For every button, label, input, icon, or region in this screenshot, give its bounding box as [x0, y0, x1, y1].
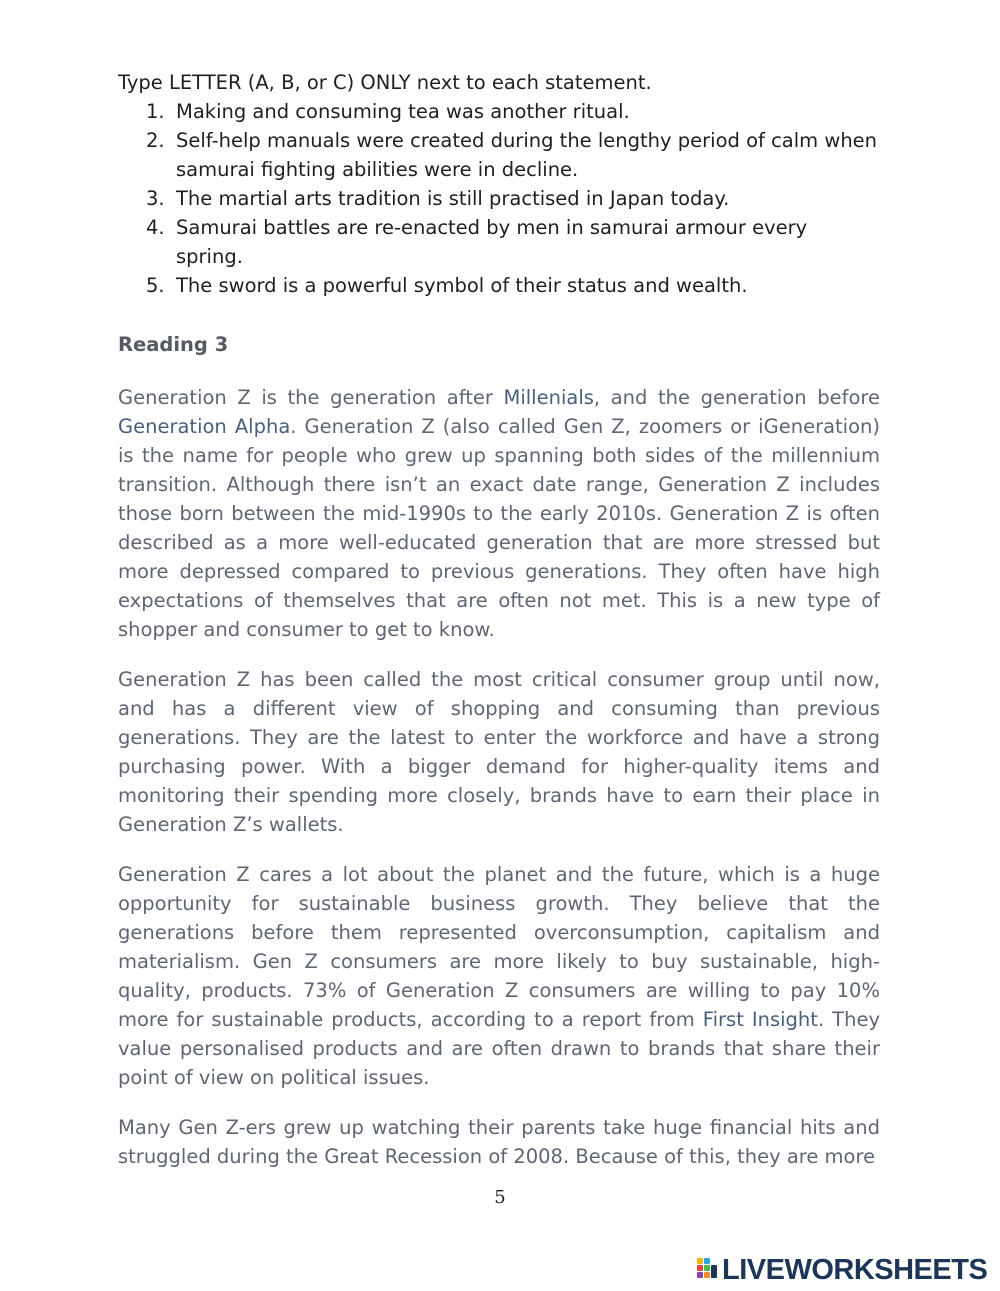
paragraph-4: Many Gen Z-ers grew up watching their parents take huge financial hits and struggled during the Great Recession of 2008. Because of this, they are more: [118, 1116, 880, 1168]
question-text: The sword is a powerful symbol of their status and wealth.: [176, 274, 748, 297]
brand-name: LIVEWORKSHEETS: [722, 1254, 988, 1286]
question-number: 1.: [146, 100, 165, 123]
instruction-text: Type LETTER (A, B, or C) ONLY next to each statement.: [118, 71, 652, 94]
question-number: 3.: [146, 187, 165, 210]
question-item: [118, 97, 880, 126]
paragraph-text: , and the generation before: [593, 386, 880, 409]
paragraph-text: . Generation Z (also called Gen Z, zoomers or iGeneration) is the name for people who grew up spanning both sides of the millennium transition. Although there isn’t an exact date range, Generation Z includes those born between the mid-1990s to the early 2010s. Generation Z is often described as a more well-educated generation that are more stressed but more depressed compared to previous generations. They often have high expectations of themselves that are often not met. This is a new type of shopper and consumer to get to know.: [118, 415, 880, 641]
document-page: [118, 68, 880, 1171]
question-item: [118, 184, 880, 213]
question-item: [118, 126, 880, 184]
millenials-link[interactable]: Millenials: [503, 386, 594, 409]
brand-grid-icon: [697, 1257, 719, 1283]
page-number: 5: [494, 1187, 506, 1208]
paragraph-2: Generation Z has been called the most critical consumer group until now, and has a different view of shopping and consuming than previous generations. They are the latest to enter the workforce and have a strong purchasing power. With a bigger demand for higher-quality items and monitoring their spending more closely, brands have to earn their place in Generation Z’s wallets.: [118, 668, 880, 836]
paragraph-1: [118, 383, 880, 644]
paragraph-3: [118, 860, 880, 1092]
section-title: Reading 3: [118, 333, 229, 356]
paragraph-text: Generation Z is the generation after: [118, 386, 504, 409]
question-text: The martial arts tradition is still practised in Japan today.: [176, 187, 730, 210]
question-text: Samurai battles are re-enacted by men in samurai armour every spring.: [176, 216, 808, 268]
question-list: [118, 97, 880, 300]
question-item: [118, 271, 880, 300]
question-text: Making and consuming tea was another ritual.: [176, 100, 630, 123]
paragraph-text: . They value personalised products and are often drawn to brands that share their point of view on political issues.: [118, 1008, 880, 1089]
question-number: 4.: [146, 216, 165, 239]
first-insight-link[interactable]: First Insight: [702, 1008, 818, 1031]
question-text: Self-help manuals were created during the lengthy period of calm when samurai fighting abilities were in decline.: [176, 129, 878, 181]
liveworksheets-logo: [697, 1254, 987, 1286]
generation-alpha-link[interactable]: Generation Alpha: [118, 415, 291, 438]
question-item: [118, 213, 880, 271]
question-number: 5.: [146, 274, 165, 297]
question-number: 2.: [146, 129, 165, 152]
paragraph-text: Generation Z cares a lot about the planet and the future, which is a huge opportunity for sustainable business growth. They believe that the generations before them represented overconsumption, capitalism and materialism. Gen Z consumers are more likely to buy sustainable, high-quality, products. 73% of Generation Z consumers are willing to pay 10% more for sustainable products, according to a report from: [118, 863, 880, 1031]
